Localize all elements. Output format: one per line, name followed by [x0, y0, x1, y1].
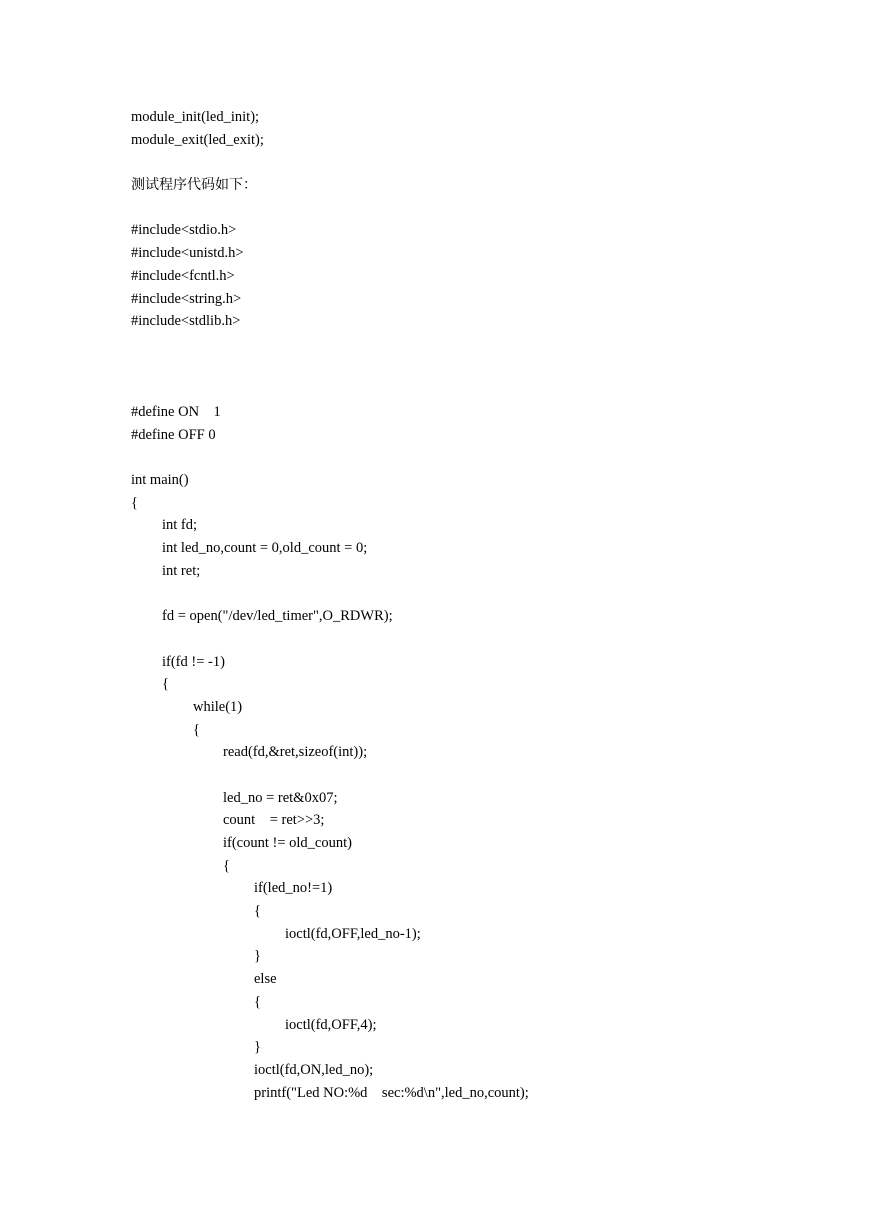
code-line: ioctl(fd,ON,led_no); [254, 1061, 374, 1078]
code-line: #include<stdlib.h> [131, 313, 241, 330]
code-line: if(count != old_count) [223, 835, 352, 851]
code-line: #include<string.h> [131, 290, 242, 307]
code-line: module_exit(led_exit); [131, 131, 264, 148]
code-line: ioctl(fd,OFF,4); [285, 1016, 377, 1033]
code-line: fd = open("/dev/led_timer",O_RDWR); [162, 608, 393, 625]
code-line: int ret; [162, 562, 201, 579]
blank-line [131, 582, 831, 605]
code-line: int main() [131, 472, 189, 488]
blank-line [131, 446, 831, 469]
code-line: read(fd,&ret,sizeof(int)); [223, 744, 368, 761]
code-line: { [223, 857, 230, 874]
blank-line [131, 197, 831, 220]
code-line: #define OFF 0 [131, 426, 216, 443]
code-line: { [193, 721, 200, 738]
code-line: } [254, 1039, 261, 1056]
code-line: #include<fcntl.h> [131, 267, 235, 284]
blank-line [131, 151, 831, 174]
code-line: ioctl(fd,OFF,led_no-1); [285, 925, 421, 942]
code-line: { [162, 676, 169, 693]
code-line: { [254, 993, 261, 1010]
code-line: #include<stdio.h> [131, 222, 237, 239]
code-line: count = ret>>3; [223, 812, 325, 829]
code-line: printf("Led NO:%d sec:%d\n",led_no,count); [254, 1084, 529, 1101]
code-line: if(fd != -1) [162, 653, 225, 670]
code-line: else [254, 971, 277, 988]
blank-line [131, 378, 831, 401]
code-line: while(1) [193, 698, 243, 715]
code-line: module_init(led_init); [131, 109, 260, 125]
blank-line [131, 356, 831, 379]
code-line: int fd; [162, 517, 198, 534]
code-line: { [131, 494, 138, 511]
code-line: led_no = ret&0x07; [223, 789, 338, 806]
blank-line [131, 764, 831, 787]
code-line: if(led_no!=1) [254, 880, 333, 897]
code-line: #include<unistd.h> [131, 245, 244, 262]
code-line: } [254, 948, 261, 965]
section-caption: 测试程序代码如下： [131, 177, 257, 194]
code-listing [131, 106, 831, 1104]
code-line: int led_no,count = 0,old_count = 0; [162, 540, 368, 557]
code-line: { [254, 903, 261, 920]
blank-line [131, 628, 831, 651]
code-line: #define ON 1 [131, 403, 221, 420]
blank-line [131, 333, 831, 356]
